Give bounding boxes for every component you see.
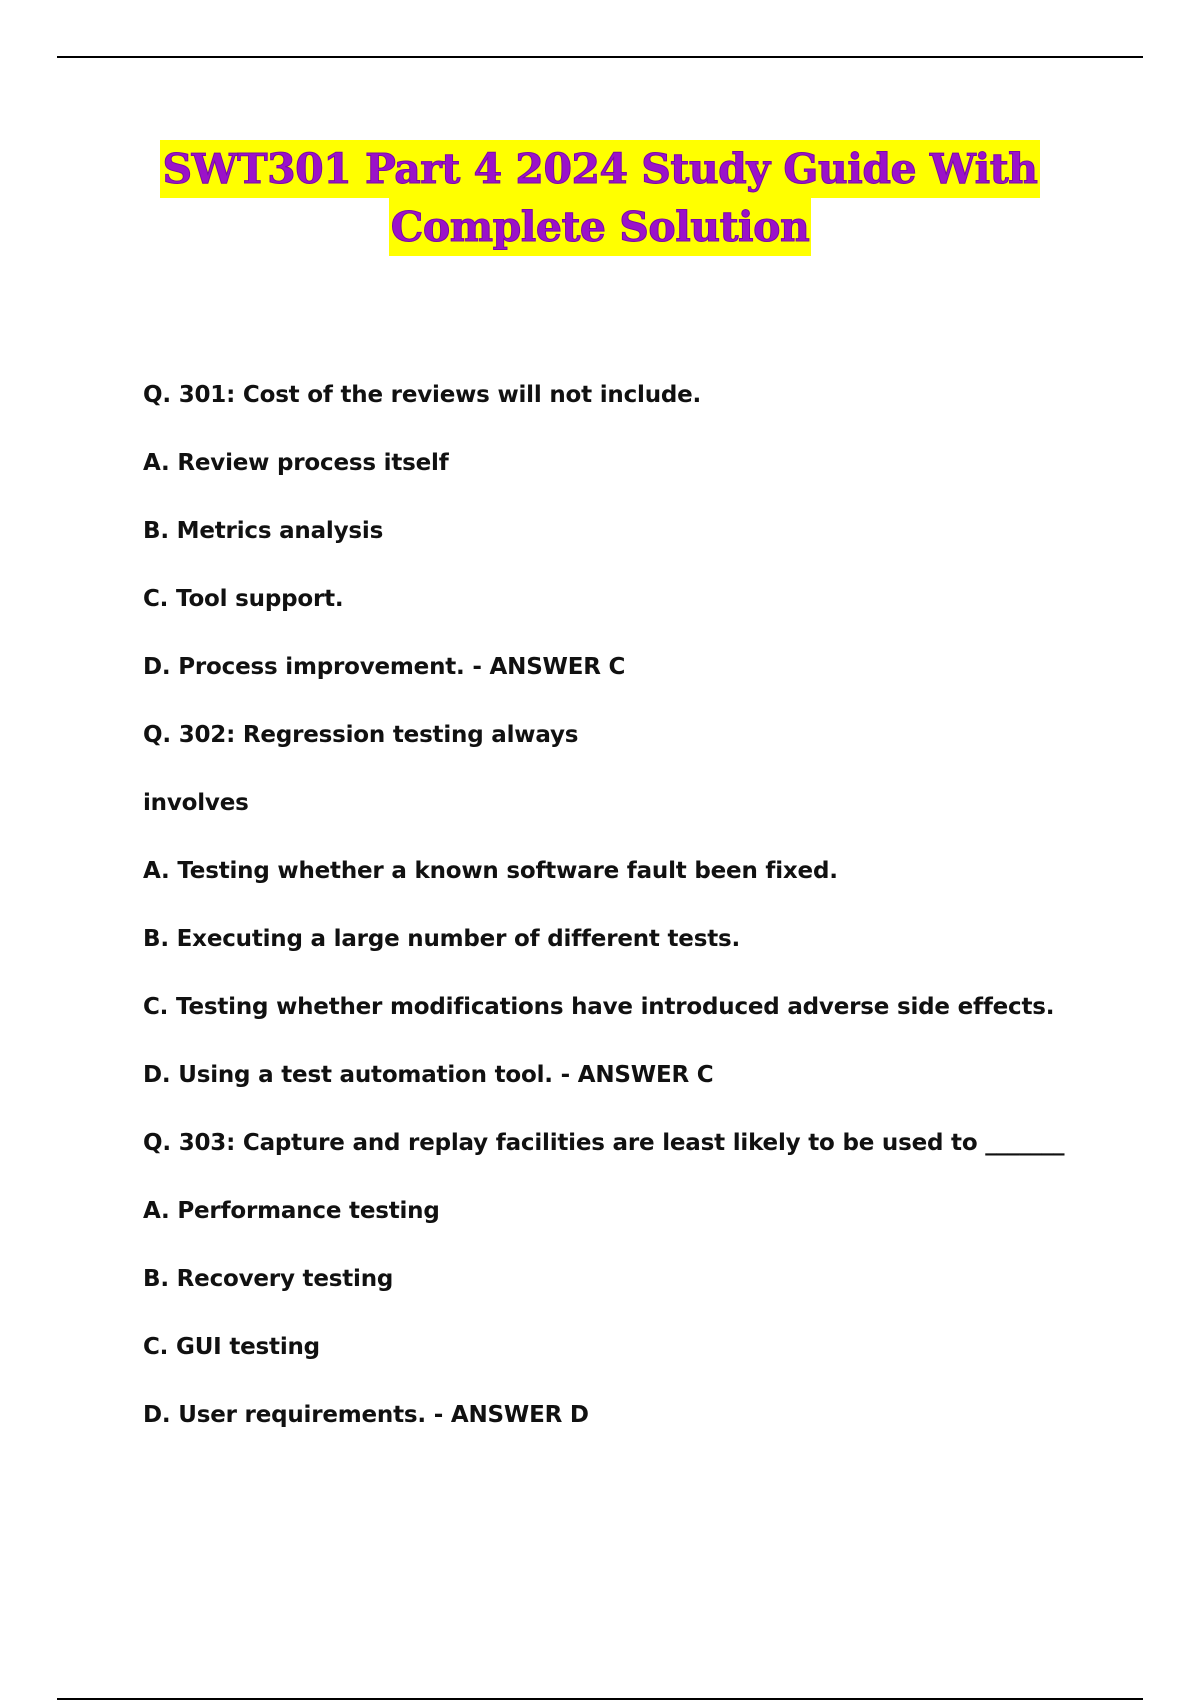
option-301-d-answer: D. Process improvement. - ANSWER C: [143, 654, 626, 680]
option-303-d-answer: D. User requirements. - ANSWER D: [143, 1402, 589, 1428]
option-301-a: A. Review process itself: [143, 450, 449, 476]
question-302: Q. 302: Regression testing always: [143, 722, 579, 748]
option-303-a: A. Performance testing: [143, 1198, 440, 1224]
question-303: Q. 303: Capture and replay facilities are least likely to be used to _______: [143, 1130, 1065, 1156]
question-302-continued: involves: [143, 790, 249, 816]
option-303-c: C. GUI testing: [143, 1334, 320, 1360]
option-301-c: C. Tool support.: [143, 586, 344, 612]
option-302-a: A. Testing whether a known software fault been fixed.: [143, 858, 838, 884]
title-line-1: SWT301 Part 4 2024 Study Guide With: [160, 140, 1039, 198]
option-302-d-answer: D. Using a test automation tool. - ANSWER C: [143, 1062, 714, 1088]
option-301-b: B. Metrics analysis: [143, 518, 384, 544]
option-303-b: B. Recovery testing: [143, 1266, 394, 1292]
question-list: [143, 378, 1123, 1466]
document-title: [0, 140, 1200, 256]
option-302-b: B. Executing a large number of different tests.: [143, 926, 741, 952]
top-rule: [57, 56, 1143, 58]
title-line-2: Complete Solution: [389, 198, 812, 256]
option-302-c: C. Testing whether modifications have introduced adverse side effects.: [143, 994, 1055, 1020]
question-301: Q. 301: Cost of the reviews will not include.: [143, 382, 702, 408]
